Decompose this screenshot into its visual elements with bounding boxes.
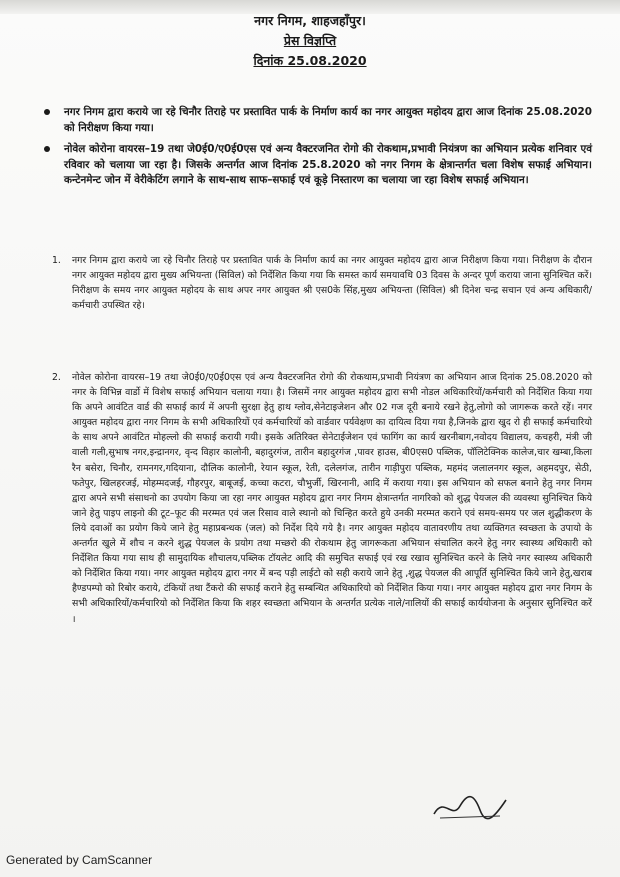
document-title: प्रेस विज्ञप्ति bbox=[283, 33, 337, 48]
paragraph-text: नगर निगम द्वारा कराये जा रहे चिनौर तिराहे पर प्रस्तावित पार्क के निर्माण कार्य का नगर आयुक्त महोदय द्वारा आज निरीक्षण किया गया। निरीक्षण के दौरान नगर आयुक्त महोदय द्वारा मुख्य अभियन्ता (सिविल) को निर्देशित किया गया कि समस्त कार्य समयावधि 03 दिवस के अन्दर पूर्ण कराया जाना सुनिश्चित करें। निरीक्षण के समय नगर आयुक्त महोदय के साथ अपर नगर आयुक्त श्री एस0के सिंह,मुख्य अभियन्ता (सिविल) श्री दिनेश चन्द्र सचान एवं अन्य अधिकारी/कर्मचारी उपस्थित रहे। bbox=[72, 255, 592, 312]
paragraph-text: नोवेल कोरोना वायरस–19 तथा जे0ई0/ए0ई0एस एवं अन्य वैक्टरजनित रोगो की रोकथाम,प्रभावी नियंत्रण का अभियान आज दिनांक 25.08.2020 को नगर के विभिन्न वार्डो में विशेष सफाई अभियान चलाया गया। है। जिसमें नगर आयुक्त महोदय द्वारा सभी नोडल अधिकारियों/कर्मचारी को निर्देशित किया गया कि अपने आवंटित वार्ड की सफाई कार्य में अपनी सुरक्षा हेतु हाथ ग्लोव,सेनेटाइजेशन और 02 गज दूरी बनाये रखने हेतु,लोगो को जागरूक करते रहें। नगर आयुक्त महोदय द्वारा नगर निगम के सभी अधिकारियों एवं कर्मचारियों को वार्डवार पर्यवेक्षण का दायित्व दिया गया है,जिनके द्वारा खुद रो ही सफाई कर्मचारियो के साथ अपने आवंटित मोहल्लो की सफाई करायी गयी। इसके अतिरिक्त सेनेटाईजेशन एवं फागिंग का कार्य खरनीबाग,नवोदय विद्यालय, कचहरी, मंत्री जी वाली गली,सुभाष नगर,इन्द्रानगर, वृन्द विहार कालोनी, बहादुरगंज, तारीन बहादुरगंज ,पावर हाउस, बी0एस0 पब्लिक, पॉलिटेक्निक कालेज,चार खम्बा,किला रैन बसेरा, चिनौर, रामनगर,गदियाना, दौलिक कालोनी, रेयान स्कूल, रेती, दलेलगंज, तारीन गाड़ीपुरा पब्लिक, महमंद जलालनगर स्कूल, अहमदपुर, सेठी, फतेपुर, खिलहरजई, मोहम्मदजई, गौहरपुर, बाबूजई, कच्चा कटरा, चौभुर्जी, खिरनानी, आदि में कराया गया। इस अभियान को सफल बनाने हेतु नगर निगम द्वारा अपने सभी संसाधनो का उपयोग किया जा रहा नगर आयुक्त महोदय द्वारा नगर निगम क्षेत्रान्तर्गत नागरिको को शुद्ध पेयजल की व्यवस्था सुनिश्चित किये जाने हेतु पाइप लाइनो की टूट–फूट की मरम्मत एवं जल रिसाव वाले स्थानो को चिन्हित करते हुये उनकी मरम्मत कराने एवं समय-समय पर जल शुद्धीकरण के लिये दवाओं का प्रयोग किये जाने हेतु महाप्रबन्धक (जल) को निर्देश दिये गये है। नगर आयुक्त महोदय वातावरणीय तथा व्यक्तिगत स्वच्छता के उपायो के अन्तर्गत खुले में शौच न करने शुद्ध पेयजल के प्रयोग तथा मच्छरो की रोकथाम हेतु जागरूकता अभियान संचालित करने हेतु नगर स्वास्थ्य अधिकारी को निर्देशित किया गया साथ ही सामुदायिक शौचालय,पब्लिक टॉयलेट आदि की समुचित सफाई एवं रख रखाव सुनिश्चित करने के लिये नगर स्वास्थ्य अधिकारी को निर्देशित किया गया। नगर आयुक्त महोदय द्वारा नगर में बन्द पड़ी लाईटो को सही कराये जाने हेतु ,शुद्ध पेयजल की आपूर्ति सुनिश्चित किये जाने हेतु,खराब हैण्डपम्पो को रिबोर कराये, टंकियों तथा टैंकरो की सफाई कराने हेतु सम्बन्धित अधिकारियो को निर्देशित किया गया। नगर आयुक्त महोदय द्वारा नगर निगम के सभी अधिकारियों/कर्मचारियो को निर्देशित किया कि शहर स्वच्छता अभियान के अन्तर्गत प्रत्येक नाले/नालियों की सफाई कार्ययोजना के अनुसार सुनिश्चित करें । bbox=[72, 372, 592, 625]
organization-name: नगर निगम, शाहजहाँपुर। bbox=[254, 13, 366, 28]
bullet-text: नगर निगम द्वारा कराये जा रहे चिनौर तिराहे पर प्रस्तावित पार्क के निर्माण कार्य का नगर आयुक्त महोदय द्वारा आज दिनांक 25.08.2020 को निरीक्षण किया गया। bbox=[64, 106, 592, 134]
paragraph-number: 2. bbox=[52, 372, 61, 383]
paragraph-number: 1. bbox=[52, 255, 61, 266]
signature-scribble bbox=[430, 790, 510, 824]
bullet-dot-icon bbox=[44, 109, 50, 115]
summary-bullet bbox=[44, 142, 592, 189]
document-date: दिनांक 25.08.2020 bbox=[253, 53, 367, 68]
summary-bullets bbox=[44, 105, 592, 195]
summary-bullet bbox=[44, 105, 592, 136]
paragraph-1 bbox=[52, 253, 592, 313]
paragraph-2 bbox=[52, 370, 592, 627]
scanner-watermark: Generated by CamScanner bbox=[6, 853, 153, 867]
bullet-dot-icon bbox=[44, 146, 50, 152]
bullet-text: नोवेल कोरोना वायरस–19 तथा जे0ई0/ए0ई0एस एवं अन्य वैक्टरजनित रोगो की रोकथाम,प्रभावी नियंत्रण का अभियान प्रत्येक शनिवार एवं रविवार को चलाया जा रहा है। जिसके अन्तर्गत आज दिनांक 25.8.2020 को नगर निगम के क्षेत्रान्तर्गत चला विशेष सफाई अभियान। कन्टेनमेन्ट जोन में वेरीकेटिंग लगाने के साथ-साथ साफ–सफाई एवं कूड़े निस्तारण का चलाया जा रहा विशेष सफाई अभियान। bbox=[64, 143, 592, 187]
